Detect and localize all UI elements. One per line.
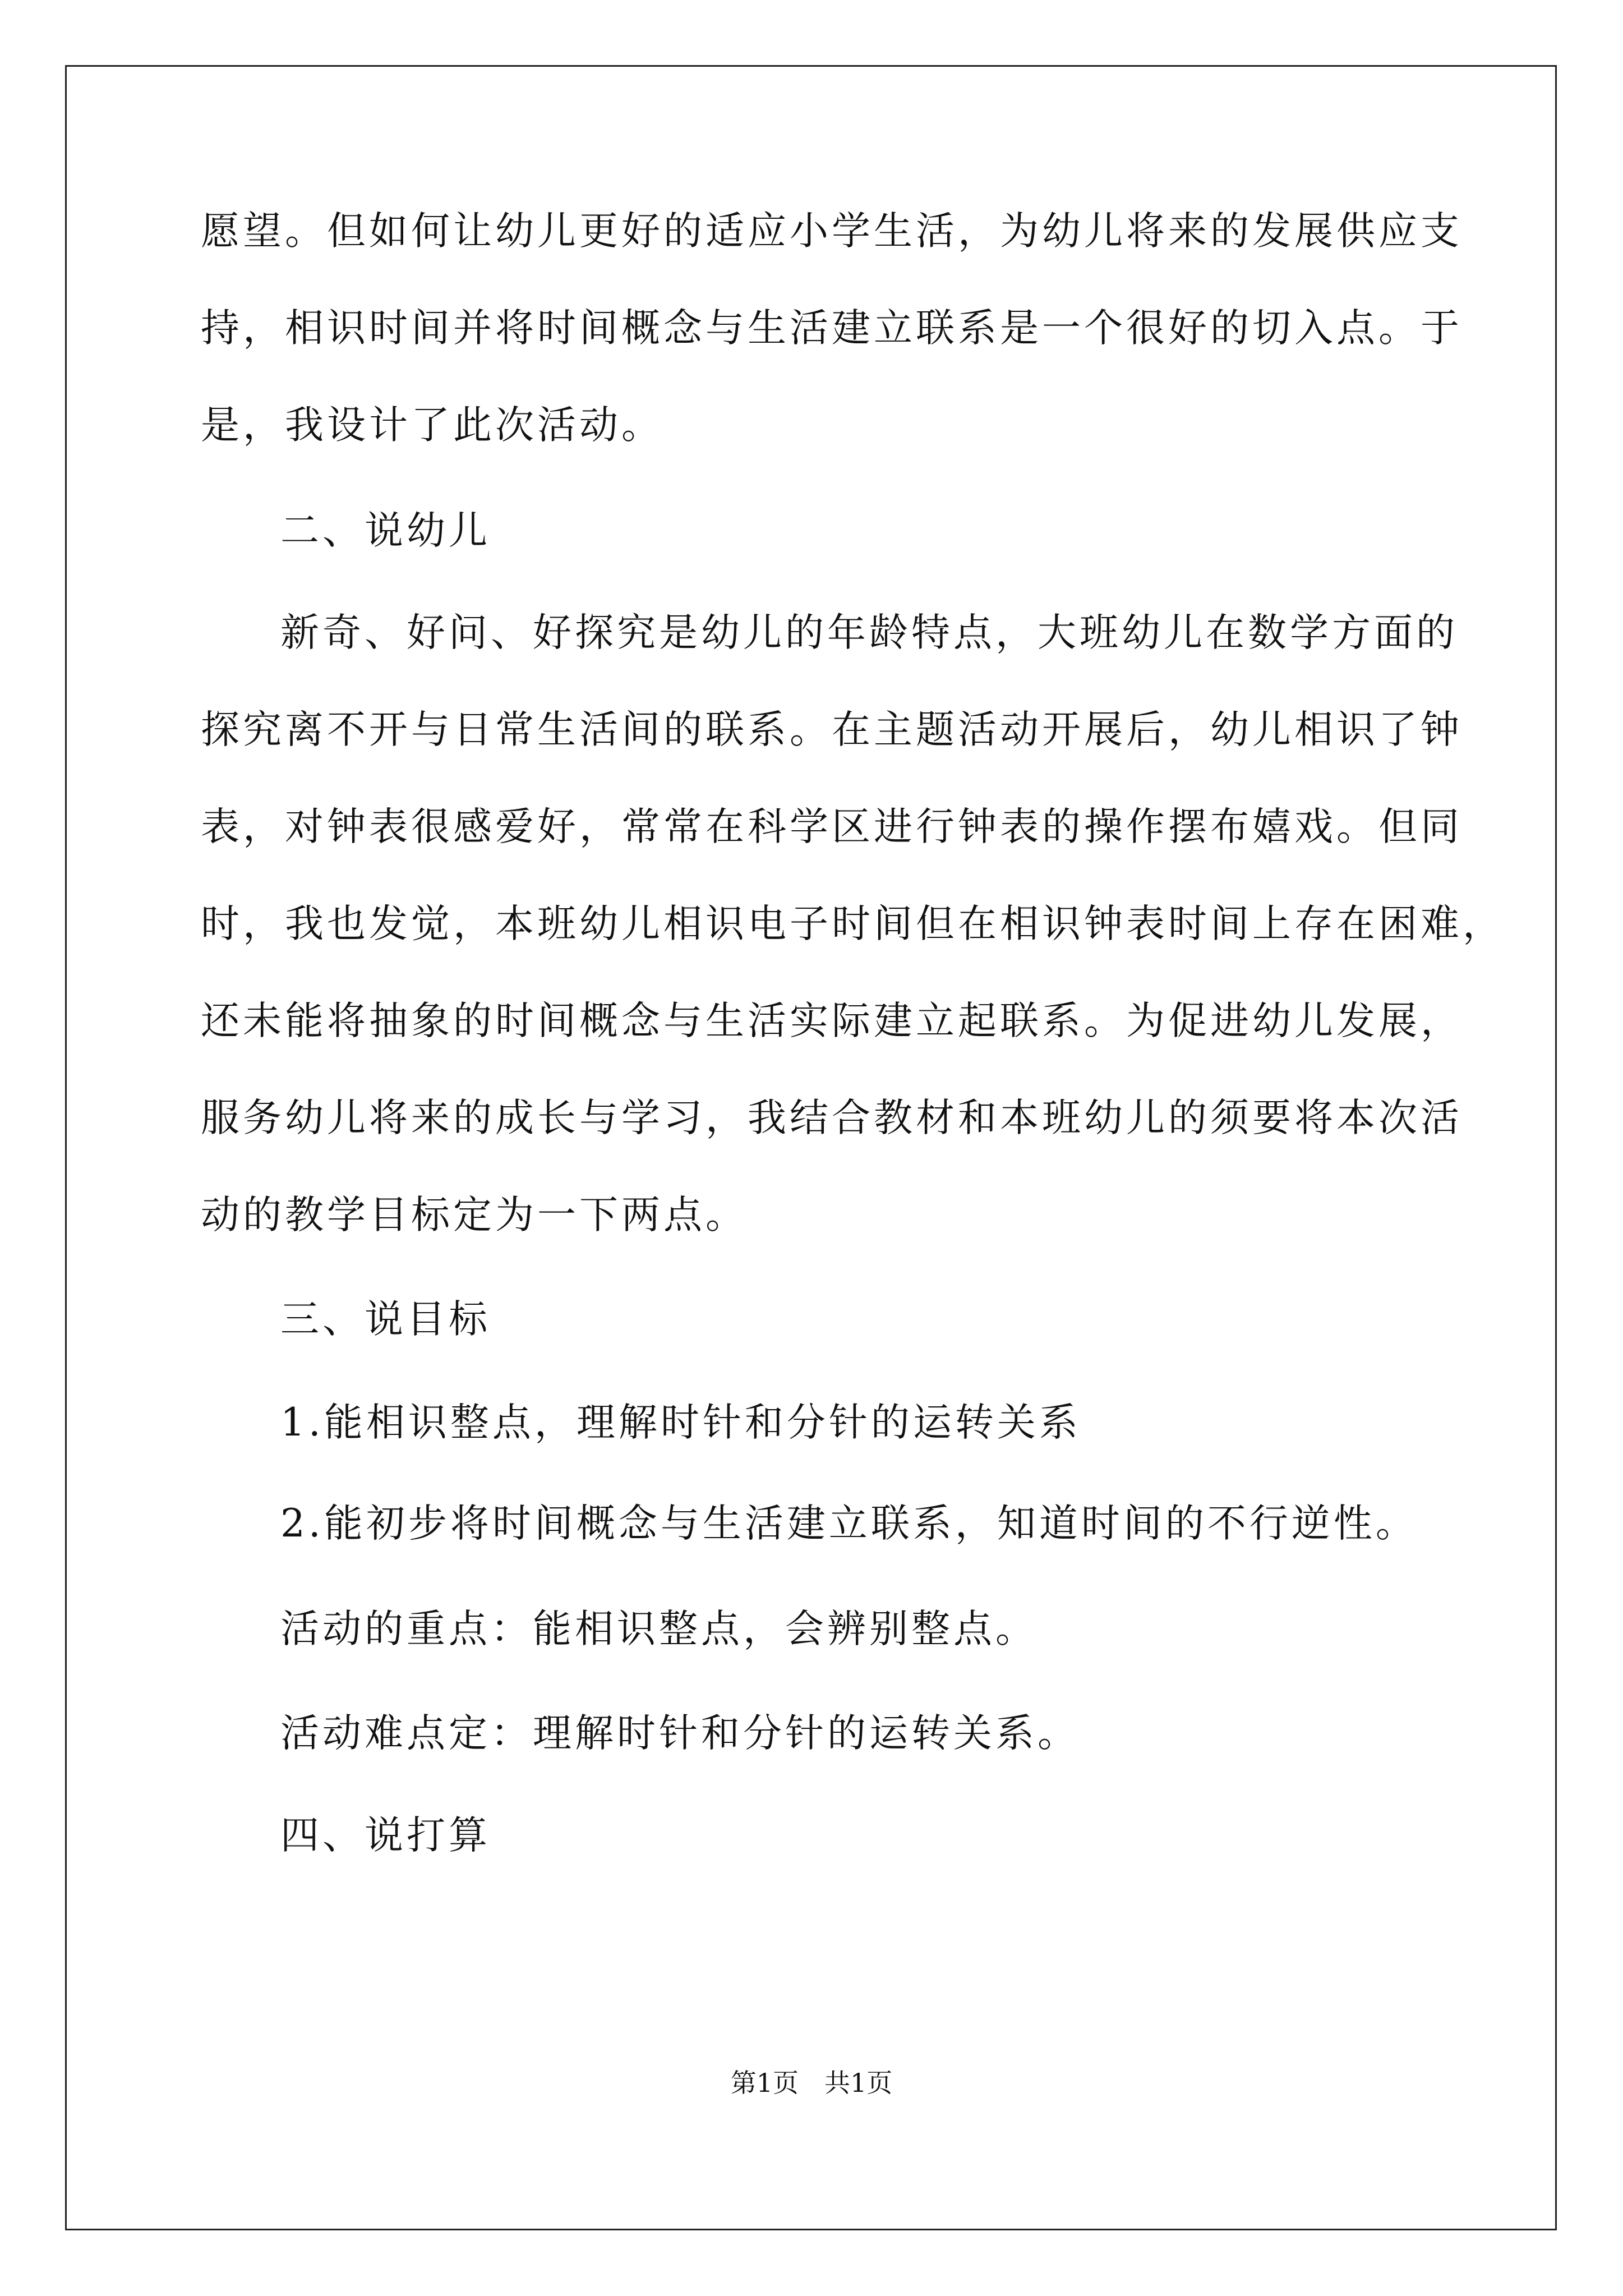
paragraph-line: 活动难点定：理解时针和分针的运转关系。 (280, 1711, 1080, 1756)
paragraph-line: 还未能将抽象的时间概念与生活实际建立起联系。为促进幼儿发展， (201, 999, 1463, 1043)
section-heading: 三、说目标 (280, 1297, 491, 1342)
list-item: 2.能初步将时间概念与生活建立联系，知道时间的不行逆性。 (280, 1501, 1418, 1546)
paragraph-line: 活动的重点：能相识整点，会辨别整点。 (280, 1607, 1038, 1651)
paragraph-line: 探究离不开与日常生活间的联系。在主题活动开展后，幼儿相识了钟 (201, 707, 1463, 752)
paragraph-line: 服务幼儿将来的成长与学习，我结合教材和本班幼儿的须要将本次活 (201, 1096, 1463, 1140)
section-heading: 四、说打算 (280, 1813, 491, 1858)
page-border (65, 65, 1557, 2230)
paragraph-line: 动的教学目标定为一下两点。 (201, 1193, 748, 1237)
paragraph-line: 表，对钟表很感爱好，常常在科学区进行钟表的操作摆布嬉戏。但同 (201, 804, 1463, 849)
section-heading: 二、说幼儿 (280, 508, 491, 553)
paragraph-line: 是，我设计了此次活动。 (201, 403, 663, 448)
list-item: 1.能相识整点，理解时针和分针的运转关系 (280, 1400, 1081, 1445)
paragraph-line: 持，相识时间并将时间概念与生活建立联系是一个很好的切入点。于 (201, 306, 1463, 351)
paragraph-line: 愿望。但如何让幼儿更好的适应小学生活，为幼儿将来的发展供应支 (201, 209, 1463, 254)
page-number: 第1页 共1页 (730, 2068, 893, 2098)
paragraph-line: 时，我也发觉，本班幼儿相识电子时间但在相识钟表时间上存在困难， (201, 901, 1505, 946)
paragraph-line: 新奇、好问、好探究是幼儿的年龄特点，大班幼儿在数学方面的 (280, 610, 1458, 655)
